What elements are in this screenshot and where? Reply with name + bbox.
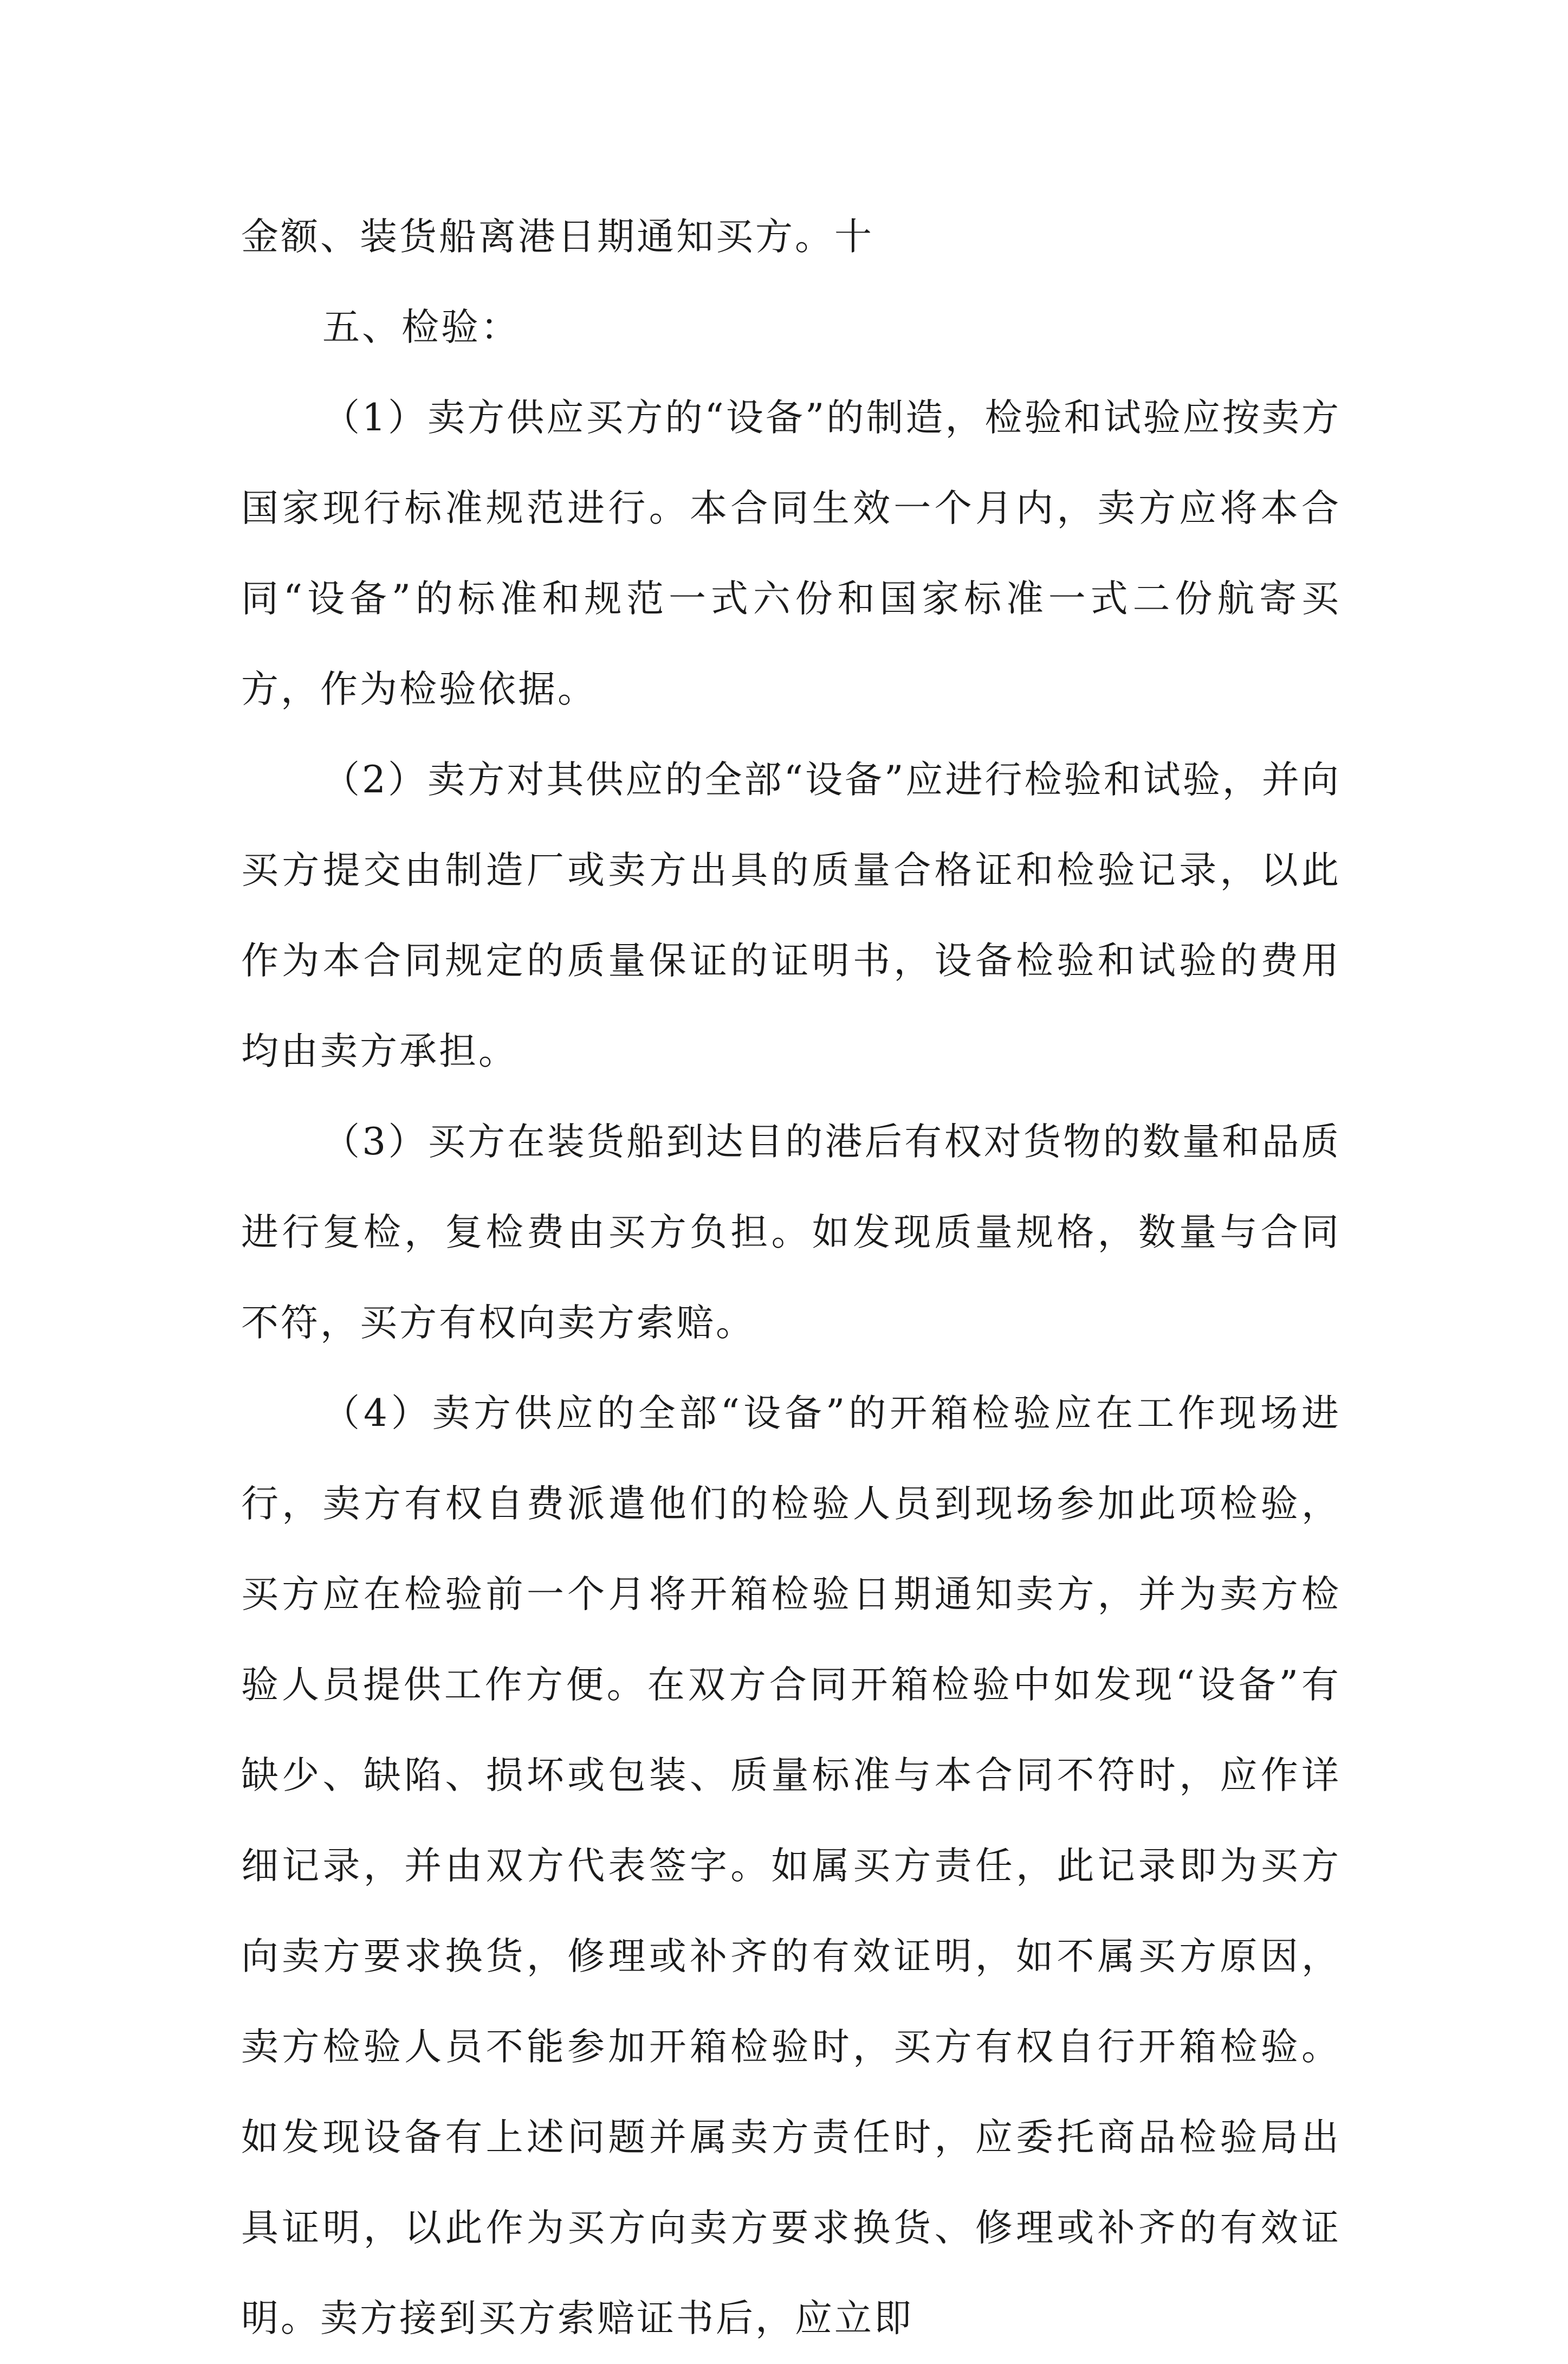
paragraph-clause-3: （3）买方在装货船到达目的港后有权对货物的数量和品质进行复检，复检费由买方负担。如发现质量规格，数量与合同不符，买方有权向卖方索赔。 bbox=[241, 1120, 1341, 1345]
paragraph-continuation: 金额、装货船离港日期通知买方。十 bbox=[241, 215, 874, 259]
document-body bbox=[241, 192, 1341, 2364]
paragraph-clause-4: （4）卖方供应的全部“设备”的开箱检验应在工作现场进行，卖方有权自费派遣他们的检验人员到现场参加此项检验，买方应在检验前一个月将开箱检验日期通知卖方，并为卖方检验人员提供工作方便。在双方合同开箱检验中如发现“设备”有缺少、缺陷、损坏或包装、质量标准与本合同不符时，应作详细记录，并由双方代表签字。如属买方责任，此记录即为买方向卖方要求换货，修理或补齐的有效证明，如不属买方原因，卖方检验人员不能参加开箱检验时，买方有权自行开箱检验。如发现设备有上述问题并属卖方责任时，应委托商品检验局出具证明，以此作为买方向卖方要求换货、修理或补齐的有效证明。卖方接到买方索赔证书后，应立即 bbox=[241, 1392, 1341, 2340]
paragraph-clause-2: （2）卖方对其供应的全部“设备”应进行检验和试验，并向买方提交由制造厂或卖方出具的质量合格证和检验记录，以此作为本合同规定的质量保证的证明书，设备检验和试验的费用均由卖方承担。 bbox=[241, 758, 1341, 1073]
section-heading-inspection: 五、检验： bbox=[322, 306, 520, 349]
paragraph-clause-1: （1）卖方供应买方的“设备”的制造，检验和试验应按卖方国家现行标准规范进行。本合同生效一个月内，卖方应将本合同“设备”的标准和规范一式六份和国家标准一式二份航寄买方，作为检验依据。 bbox=[241, 396, 1341, 711]
